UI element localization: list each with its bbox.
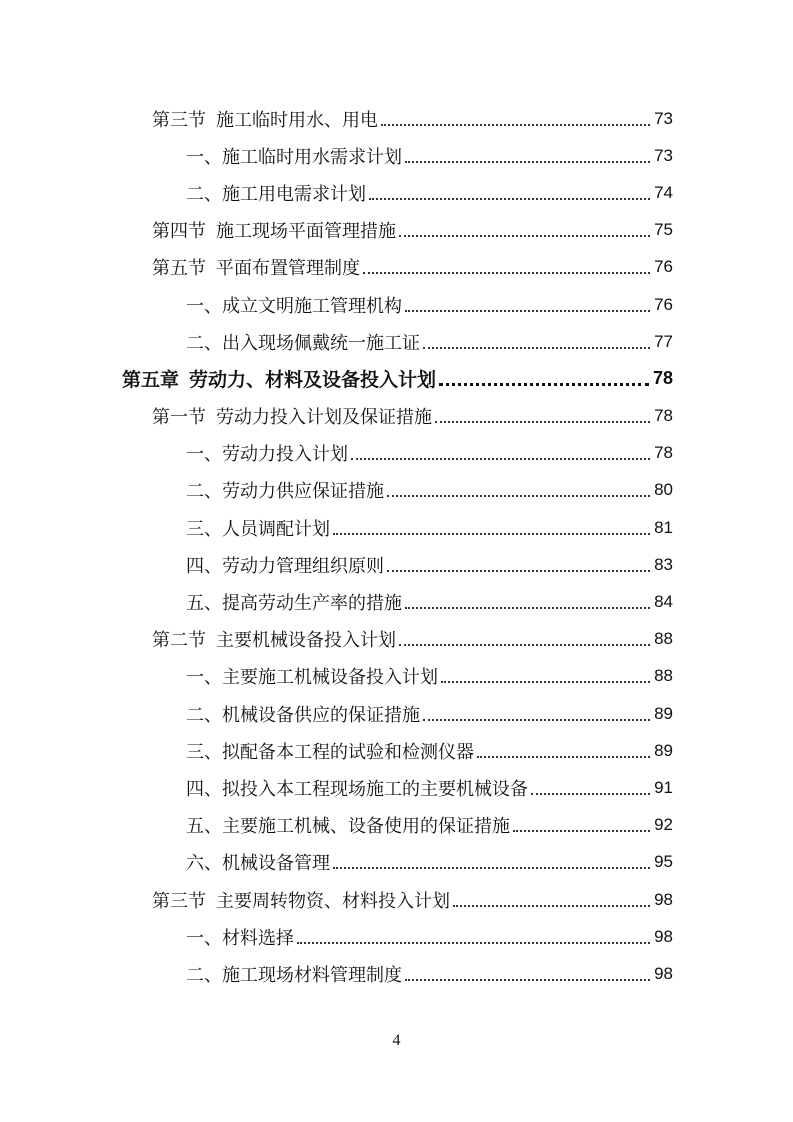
toc-page: 80 bbox=[654, 480, 673, 500]
dot-leader bbox=[363, 272, 650, 274]
toc-page: 76 bbox=[654, 294, 673, 314]
toc-chapter-entry[interactable] bbox=[122, 360, 673, 397]
dot-leader bbox=[423, 347, 650, 349]
toc-prefix: 第五节 bbox=[152, 258, 206, 280]
dot-leader bbox=[405, 979, 650, 981]
toc-entry[interactable] bbox=[186, 732, 673, 769]
toc-entry[interactable] bbox=[186, 546, 673, 583]
toc-page: 84 bbox=[654, 592, 673, 612]
dot-leader bbox=[435, 421, 650, 423]
dot-leader bbox=[333, 533, 650, 535]
toc-prefix: 五、 bbox=[186, 816, 222, 838]
toc-title: 施工临时用水需求计划 bbox=[222, 146, 402, 168]
dot-leader bbox=[441, 681, 650, 683]
toc-page: 78 bbox=[654, 443, 673, 463]
dot-leader bbox=[439, 383, 649, 386]
toc-entry[interactable] bbox=[152, 212, 673, 249]
dot-leader bbox=[405, 161, 650, 163]
toc-prefix: 一、 bbox=[186, 295, 222, 317]
toc-prefix: 一、 bbox=[186, 927, 222, 949]
toc-entry[interactable] bbox=[152, 100, 673, 137]
toc-page: 98 bbox=[654, 926, 673, 946]
toc-entry[interactable] bbox=[152, 398, 673, 435]
toc-title: 施工临时用水、用电 bbox=[216, 109, 378, 131]
dot-leader bbox=[387, 570, 650, 572]
toc-prefix: 五、 bbox=[186, 593, 222, 615]
toc-prefix: 第二节 bbox=[152, 630, 206, 652]
toc-prefix: 第三节 bbox=[152, 890, 206, 912]
toc-title: 劳动力供应保证措施 bbox=[222, 481, 384, 503]
toc-entry[interactable] bbox=[186, 583, 673, 620]
toc-entry[interactable] bbox=[186, 435, 673, 472]
toc-entry[interactable] bbox=[186, 658, 673, 695]
dot-leader bbox=[453, 905, 650, 907]
toc-title: 人员调配计划 bbox=[222, 518, 330, 540]
toc-prefix: 二、 bbox=[186, 183, 222, 205]
dot-leader bbox=[513, 830, 650, 832]
toc-title: 拟配备本工程的试验和检测仪器 bbox=[222, 741, 474, 763]
toc-entry[interactable] bbox=[186, 769, 673, 806]
toc-entry[interactable] bbox=[186, 472, 673, 509]
toc-title: 劳动力投入计划及保证措施 bbox=[216, 407, 432, 429]
toc-title: 成立文明施工管理机构 bbox=[222, 295, 402, 317]
toc-prefix: 第一节 bbox=[152, 407, 206, 429]
toc-entry[interactable] bbox=[152, 621, 673, 658]
toc-entry[interactable] bbox=[186, 323, 673, 360]
toc-title: 施工现场平面管理措施 bbox=[216, 221, 396, 243]
toc-prefix: 三、 bbox=[186, 518, 222, 540]
toc-prefix: 第四节 bbox=[152, 221, 206, 243]
toc-entry[interactable] bbox=[186, 509, 673, 546]
page-number: 4 bbox=[392, 1032, 401, 1049]
toc-entry[interactable] bbox=[186, 174, 673, 211]
toc-prefix: 一、 bbox=[186, 667, 222, 689]
toc-entry[interactable] bbox=[186, 695, 673, 732]
toc-page: 89 bbox=[654, 703, 673, 723]
dot-leader bbox=[399, 644, 650, 646]
toc-prefix: 第三节 bbox=[152, 109, 206, 131]
toc-prefix: 四、 bbox=[186, 555, 222, 577]
dot-leader bbox=[387, 495, 650, 497]
toc-page: 78 bbox=[654, 406, 673, 426]
toc-prefix: 二、 bbox=[186, 481, 222, 503]
dot-leader bbox=[369, 198, 650, 200]
toc-page: 76 bbox=[654, 257, 673, 277]
toc-title: 主要机械设备投入计划 bbox=[216, 630, 396, 652]
toc-page: 74 bbox=[654, 182, 673, 202]
toc-title: 主要施工机械、设备使用的保证措施 bbox=[222, 816, 510, 838]
toc-page: 75 bbox=[654, 220, 673, 240]
toc-title: 出入现场佩戴统一施工证 bbox=[222, 332, 420, 354]
toc-title: 机械设备供应的保证措施 bbox=[222, 704, 420, 726]
toc-page: 98 bbox=[654, 963, 673, 983]
toc-title: 材料选择 bbox=[222, 927, 294, 949]
toc-title: 劳动力投入计划 bbox=[222, 444, 348, 466]
toc-prefix: 二、 bbox=[186, 964, 222, 986]
toc-entry[interactable] bbox=[186, 807, 673, 844]
dot-leader bbox=[381, 124, 650, 126]
toc-prefix: 第五章 bbox=[122, 369, 180, 392]
toc-page: 77 bbox=[654, 331, 673, 351]
toc-title: 主要施工机械设备投入计划 bbox=[222, 667, 438, 689]
toc-page: 89 bbox=[654, 740, 673, 760]
toc-page: 88 bbox=[654, 666, 673, 686]
toc-prefix: 一、 bbox=[186, 146, 222, 168]
toc-title: 施工现场材料管理制度 bbox=[222, 964, 402, 986]
toc-entry[interactable] bbox=[186, 137, 673, 174]
toc-page: 78 bbox=[652, 368, 673, 389]
toc-entry[interactable] bbox=[152, 249, 673, 286]
dot-leader bbox=[531, 793, 650, 795]
toc-entry[interactable] bbox=[186, 844, 673, 881]
toc-page: 83 bbox=[654, 554, 673, 574]
toc-prefix: 一、 bbox=[186, 444, 222, 466]
toc-page: 95 bbox=[654, 852, 673, 872]
toc-entry[interactable] bbox=[152, 881, 673, 918]
toc-title: 劳动力管理组织原则 bbox=[222, 555, 384, 577]
toc-prefix: 四、 bbox=[186, 778, 222, 800]
dot-leader bbox=[399, 235, 650, 237]
toc-page: 81 bbox=[654, 517, 673, 537]
toc-page: 73 bbox=[654, 145, 673, 165]
toc-title: 拟投入本工程现场施工的主要机械设备 bbox=[222, 778, 528, 800]
toc-prefix: 六、 bbox=[186, 853, 222, 875]
toc-page: 98 bbox=[654, 889, 673, 909]
toc-page: 73 bbox=[654, 108, 673, 128]
toc-entry[interactable] bbox=[186, 286, 673, 323]
toc-title: 机械设备管理 bbox=[222, 853, 330, 875]
toc-title: 施工用电需求计划 bbox=[222, 183, 366, 205]
toc-title: 劳动力、材料及设备投入计划 bbox=[189, 369, 437, 392]
toc-prefix: 三、 bbox=[186, 741, 222, 763]
dot-leader bbox=[297, 942, 650, 944]
dot-leader bbox=[405, 310, 650, 312]
dot-leader bbox=[477, 756, 650, 758]
toc-page: 91 bbox=[654, 777, 673, 797]
toc-title: 平面布置管理制度 bbox=[216, 258, 360, 280]
dot-leader bbox=[405, 607, 650, 609]
toc-title: 提高劳动生产率的措施 bbox=[222, 593, 402, 615]
dot-leader bbox=[351, 458, 650, 460]
toc-page: 92 bbox=[654, 815, 673, 835]
toc-prefix: 二、 bbox=[186, 332, 222, 354]
toc-title: 主要周转物资、材料投入计划 bbox=[216, 890, 450, 912]
table-of-contents bbox=[0, 100, 793, 993]
toc-entry[interactable] bbox=[186, 918, 673, 955]
dot-leader bbox=[333, 867, 650, 869]
toc-prefix: 二、 bbox=[186, 704, 222, 726]
dot-leader bbox=[423, 719, 650, 721]
toc-page: 88 bbox=[654, 629, 673, 649]
toc-entry[interactable] bbox=[186, 955, 673, 992]
